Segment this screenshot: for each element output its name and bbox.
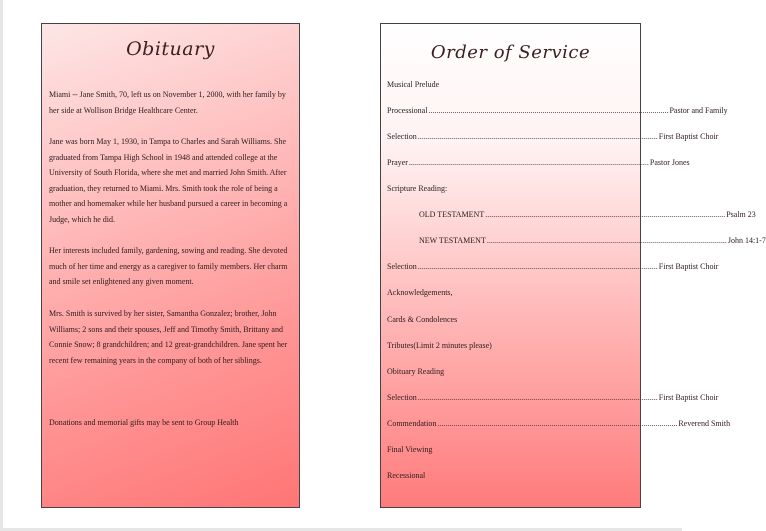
obituary-paragraph-5: Donations and memorial gifts may be sent to Group Health [49, 418, 239, 427]
service-item-label: Acknowledgements, [387, 288, 453, 297]
service-item-old-testament [419, 210, 756, 220]
order-of-service-title: Order of Service [430, 42, 591, 63]
service-item-detail: Pastor Jones [649, 158, 690, 167]
service-item-detail: Psalm 23 [726, 210, 756, 219]
service-item-detail: First Baptist Choir [658, 262, 719, 271]
service-item-label: Tributes(Limit 2 minutes please) [387, 341, 492, 350]
leader-dots: ........................................................................................................................ [408, 158, 649, 167]
service-item-label: Scripture Reading: [387, 184, 448, 193]
service-item-tributes [387, 341, 634, 351]
service-item-label: OLD TESTAMENT [419, 210, 485, 219]
service-item-detail: First Baptist Choir [658, 132, 719, 141]
service-item-label: Selection [387, 262, 417, 271]
service-item-detail: Pastor and Family [669, 106, 728, 115]
service-item-scripture-reading [387, 184, 634, 194]
obituary-paragraph-2: Jane was born May 1, 1930, in Tampa to Charles and Sarah Williams. She graduated from Tampa High School in 1948 and attended college at the University of South Florida, where she met and married John Smith. After graduation, they returned to Miami. Mrs. Smith took the role of being a mother and homemaker while her husband pursued a career in becoming a Judge, which he did. [49, 137, 288, 224]
service-item-selection [387, 132, 719, 142]
order-of-service-panel [380, 23, 766, 508]
service-item-label: Processional [387, 106, 428, 115]
leader-dots: ........................................................................................................................ [428, 106, 669, 115]
page-edge-left [0, 0, 3, 531]
leader-dots: ........................................................................................................................ [485, 210, 726, 219]
obituary-title: Obituary [126, 38, 215, 60]
service-item-label: Recessional [387, 471, 426, 480]
service-item-label: Prayer [387, 158, 408, 167]
service-item-new-testament [419, 236, 766, 246]
service-item-recessional [387, 471, 634, 481]
service-item-musical-prelude [387, 80, 634, 90]
service-item-label: Obituary Reading [387, 367, 445, 376]
service-item-detail: John 14:1-7 [727, 236, 766, 245]
service-item-label: Selection [387, 132, 417, 141]
service-item-acknowledgements [387, 288, 634, 298]
obituary-paragraph-1: Miami -- Jane Smith, 70, left us on November 1, 2000, with her family by her side at Wollison Bridge Healthcare Center. [49, 90, 286, 115]
leader-dots: ........................................................................................................................ [417, 393, 658, 402]
service-item-label: Final Viewing [387, 445, 433, 454]
service-item-label: NEW TESTAMENT [419, 236, 486, 245]
leader-dots: ........................................................................................................................ [486, 236, 727, 245]
leader-dots: ........................................................................................................................ [437, 419, 678, 428]
leader-dots: ........................................................................................................................ [417, 262, 658, 271]
service-item-selection [387, 393, 719, 403]
service-item-obituary-reading [387, 367, 634, 377]
service-item-selection [387, 262, 719, 272]
service-item-detail: Reverend Smith [678, 419, 731, 428]
service-item-final-viewing [387, 445, 634, 455]
service-item-cards-condolences [387, 315, 634, 325]
leader-dots: ........................................................................................................................ [417, 132, 658, 141]
service-item-detail: First Baptist Choir [658, 393, 719, 402]
service-item-label: Musical Prelude [387, 80, 440, 89]
service-item-label: Selection [387, 393, 417, 402]
obituary-paragraph-3: Her interests included family, gardening, sowing and reading. She devoted much of her time and energy as a caregiver to family members. Her charm and smile set enlightened any given moment. [49, 246, 288, 287]
service-item-commendation [387, 419, 731, 429]
service-item-prayer [387, 158, 690, 168]
service-item-processional [387, 106, 728, 116]
obituary-panel [41, 23, 300, 508]
service-item-label: Commendation [387, 419, 437, 428]
service-item-label: Cards & Condolences [387, 315, 458, 324]
obituary-paragraph-4: Mrs. Smith is survived by her sister, Samantha Gonzalez; brother, John Williams; 2 sons and their spouses, Jeff and Timothy Smith, Brittany and Connie Snow; 8 grandchildren; and 12 great-grandchildren. Jane spent her recent few remaining years in the company of both of her siblings. [49, 309, 288, 365]
